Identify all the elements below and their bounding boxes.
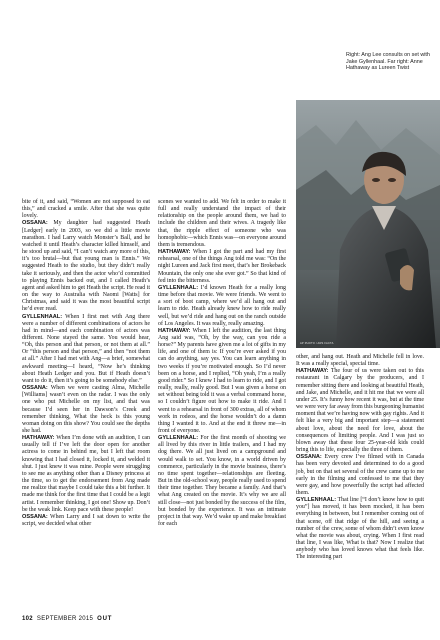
paragraph-text: scenes we wanted to add. We felt in order to make it full and really understand the impact of their relationship on the people around them, we had to include the children and their wives. A tragedy like that, the ripple effect of someone who was homophobic—which Ennis was—on everyone around them is tremendous. bbox=[158, 199, 286, 248]
paragraph bbox=[296, 368, 424, 454]
speaker-label: HATHAWAY: bbox=[158, 327, 191, 334]
paragraph-text: When I got the part and had my first rehearsal, one of the things Ang told me was: “On the night Lureen and Jack first meet, that’s her Brokeback Mountain, the only one she ever got.” So that kind of fed into the bitterness. bbox=[158, 249, 286, 284]
paragraph bbox=[296, 354, 424, 368]
paragraph-text: I’d known Heath for a really long time before that movie. We were friends. We went to a sort of boot camp, where we’d all hang out and learn to ride. Heath already knew how to ride really well, but we’d ride and hang out on the ranch outside of Los Angeles. It was really, really amazing. bbox=[158, 284, 286, 327]
paragraph bbox=[22, 514, 150, 528]
photo-credit: AP PHOTO / ARS FACTA bbox=[300, 342, 334, 345]
paragraph bbox=[22, 199, 150, 220]
paragraph-text: The four of us were taken out to this restaurant in Calgary by the producers, and I remember sitting there and looking at beautiful Heath, and Jake, and Michelle, and it hit me that we were all under 25. It’s funny how recent it was, but at the time we were very far away from this burgeoning humanist moment that we’re having now with gay rights. And it felt like a very big and important step—a statement about love, about the need for love, about the consequences of limiting people. And I was just so blown away that these four 25-year-old kids could bring this to life, especially the three of them. bbox=[296, 368, 424, 454]
page-number: 102 bbox=[22, 616, 33, 622]
paragraph-text: That line [“I don’t know how to quit you”] has moved, it has been mocked, it has been everything in between, but I remember coming out of that scene, off that ridge of the hill, and seeing a number of the crew, some of whom didn’t even know what the movie was about, crying. When I first read that line, I was like, What is that? Now I realize that anybody who has loved knows what that feels like. The interesting part bbox=[296, 497, 424, 561]
speaker-label: OSSANA: bbox=[22, 220, 48, 227]
speaker-label: OSSANA: bbox=[22, 385, 48, 392]
paragraph bbox=[158, 328, 286, 435]
speaker-label: GYLLENHAAL: bbox=[22, 313, 63, 320]
paragraph-text: When Larry and I sat down to write the script, we decided what other bbox=[22, 513, 150, 528]
speaker-label: GYLLENHAAL: bbox=[158, 435, 199, 442]
paragraph-text: other, and hang out. Heath and Michelle fell in love. It was a really special, special time. bbox=[296, 354, 424, 368]
paragraph-text: Every crew I’ve filmed with in Canada has been very devoted and determined to do a good job, but on that set several of the crew came up to me early in the filming and confessed to me that they were gay, and how powerfully the script had affected them. bbox=[296, 454, 424, 496]
paragraph bbox=[158, 199, 286, 249]
speaker-label: GYLLENHAAL: bbox=[296, 497, 337, 504]
paragraph-text: When we were casting Alma, Michelle [Williams] wasn’t even on the radar. I was the only one who put Michelle on my list, and that was because I’d seen her in Dawson’s Creek and remember thinking, What the heck is this young woman doing on this show? You could see the depths she had. bbox=[22, 385, 150, 434]
article-column-3 bbox=[296, 354, 424, 562]
photo-image bbox=[296, 100, 440, 348]
photo-ang-lee-on-set bbox=[296, 100, 440, 348]
article-column-1 bbox=[22, 199, 150, 528]
speaker-label: GYLLENHAAL: bbox=[158, 284, 199, 291]
paragraph-text: For the first month of shooting we all lived by this river in little trailers, and I had my dog there. We all just lived on a campground and would walk to set. You know, in a world driven by commerce, particularly in the movie business, there’s no time spent together—relationships are fleeting. But in the old-school way, people really used to spend their time together. They became a family. And that’s what Ang created on the movie. It’s why we are all still close—not just bonded by the success of the film, but bonded by the experience. It was an intimate project in that way. We’d wake up and make breakfast for each bbox=[158, 435, 286, 528]
paragraph bbox=[296, 497, 424, 561]
photo-caption: Right: Ang Lee consults on set with Jake Gyllenhaal. Far right: Anne Hathaway as Lureen Twist bbox=[346, 52, 430, 71]
paragraph bbox=[22, 435, 150, 514]
speaker-label: HATHAWAY: bbox=[158, 249, 191, 256]
issue-date: SEPTEMBER 2015 bbox=[36, 616, 94, 622]
paragraph-text: When I first met with Ang there were a number of different combinations of actors he had in mind—and each combination of actors was different. None stayed the same. You would hear, “Oh, this person and that person, or not them at all.” Or “this person and that person,” and then “not them at all.” After I had met with Ang—a brief, somewhat awkward meeting—I heard, “Now he’s thinking about Heath Ledger and you. But if Heath doesn’t want to do it, then it’s going to be somebody else.” bbox=[22, 313, 150, 384]
paragraph bbox=[158, 285, 286, 328]
speaker-label: OSSANA: bbox=[22, 513, 48, 520]
speaker-label: HATHAWAY: bbox=[296, 368, 329, 375]
article-column-2 bbox=[158, 199, 286, 528]
paragraph-text: bite of it, and said, “Women are not supposed to eat this,” and cracked a smile. After that she was quite lovely. bbox=[22, 199, 150, 220]
paragraph bbox=[22, 220, 150, 313]
paragraph bbox=[22, 314, 150, 386]
magazine-name: OUT bbox=[97, 616, 113, 622]
paragraph bbox=[158, 249, 286, 285]
paragraph bbox=[158, 435, 286, 528]
paragraph-text: When I’m done with an audition, I can usually tell if I’ve left the door open for another actress to come in behind me, but I left that room knowing that I had closed it, locked it, and welded it shut. I just knew it was mine. People were struggling to see me as anything other than a Disney princess at the time, so to get the endorsement from Ang made me realize that maybe I could take this a bit further. It made me think for the first time that I could be a legit artist. I remember thinking, I got one! Show up. Don’t be the weak link. Keep pace with these people! bbox=[22, 435, 150, 513]
paragraph-text: My daughter had suggested Heath [Ledger] early in 2003, so we did a little movie marathon. I had Larry watch Monster’s Ball, and he watched it until Heath’s character killed himself, and he stood up and said, “I can’t watch any more of this, it’s too brutal—but that young man is Ennis.” We suggested Heath to the studio, but they didn’t really take it seriously, and then the actor who’d committed to playing Ennis backed out, and I called Heath’s agent and asked him to get Heath the script. He read it on the way to Australia with Naomi [Watts] for Christmas, and said it was the most beautiful script he’d ever read. bbox=[22, 220, 150, 313]
speaker-label: OSSANA: bbox=[296, 454, 322, 461]
paragraph-text: When I left the audition, the last thing Ang said was, “Oh, by the way, can you ride a horse?” My parents have given me a lot of gifts in my life, and one of them is: If you’re ever asked if you can do anything, say yes. You can learn anything in two weeks if you’re motivated enough. So I’d never been on a horse, and I replied, “Oh yeah, I’m a really good rider.” So I knew I had to learn to ride, and I got really, really, really good. But I was given a horse on set without being told it was a verbal command horse, so I couldn’t figure out how to make it ride. And I went to a rehearsal in front of 300 extras, all of whom work in rodeos, and the horse wouldn’t do a damn thing I wanted it to. And at the end it threw me—in front of everyone. bbox=[158, 327, 286, 434]
paragraph bbox=[22, 385, 150, 435]
speaker-label: HATHAWAY: bbox=[22, 435, 55, 442]
paragraph bbox=[296, 454, 424, 497]
page-footer bbox=[22, 616, 112, 622]
